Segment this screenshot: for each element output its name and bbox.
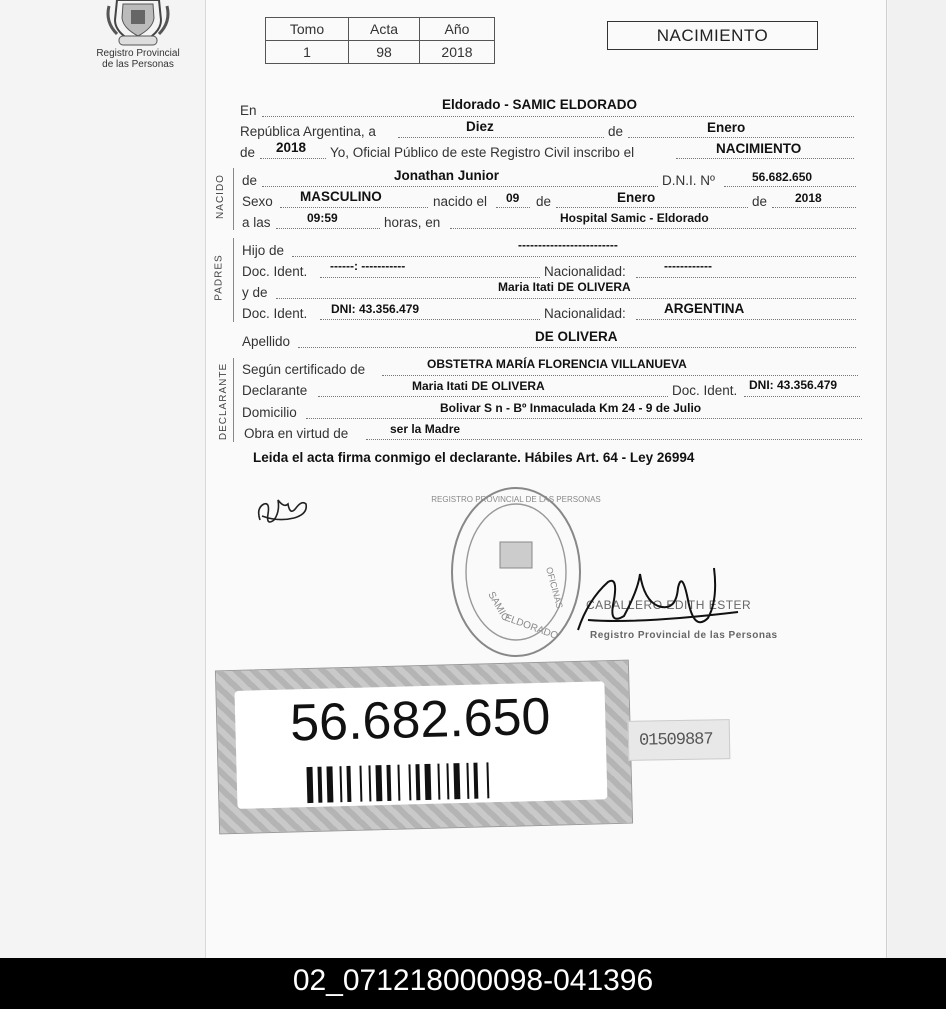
declarant-doc-value: DNI: 43.356.479 <box>749 378 838 392</box>
barcode-bar <box>437 764 440 800</box>
label-sexo: Sexo <box>242 194 273 209</box>
barcode-label <box>234 681 607 809</box>
barcode-bar <box>424 764 431 800</box>
label-nacionalidad-mother: Nacionalidad: <box>544 306 626 321</box>
dotted-line <box>772 207 856 208</box>
dotted-line <box>280 207 428 208</box>
seal-text-bottom: ELDORADO <box>502 612 560 643</box>
barcode-bar <box>397 765 400 801</box>
dotted-line <box>366 439 862 440</box>
value-acta: 98 <box>349 41 420 64</box>
day-value: Diez <box>466 119 494 134</box>
barcode-bar <box>446 763 449 799</box>
inscribe-type-value: NACIMIENTO <box>716 141 802 156</box>
child-dni-value: 56.682.650 <box>752 170 813 184</box>
label-doc-ident-mother: Doc. Ident. <box>242 306 308 321</box>
label-de-birth-year: de <box>752 194 768 209</box>
label-hijo-de: Hijo de <box>242 243 285 258</box>
label-horas-en: horas, en <box>384 215 441 230</box>
dotted-line <box>556 207 748 208</box>
barcode-bar <box>368 765 371 801</box>
father-doc-value: ------: ----------- <box>330 259 406 273</box>
official-name: CABALLERO EDITH ESTER <box>586 598 752 612</box>
header-tomo: Tomo <box>266 18 349 41</box>
capacity-value: ser la Madre <box>390 422 461 436</box>
closing-statement: Leida el acta firma conmigo el declarante. Hábiles Art. 64 - Ley 26994 <box>253 450 695 465</box>
barcode-bar <box>375 765 382 801</box>
barcode-bar <box>453 763 460 799</box>
official-role: Registro Provincial de las Personas <box>590 630 778 641</box>
barcode-bar <box>317 767 322 803</box>
dotted-line <box>298 347 856 348</box>
label-y-de: y de <box>242 285 268 300</box>
section-divider <box>233 358 234 442</box>
declarant-value: Maria Itati DE OLIVERA <box>412 379 545 393</box>
dotted-line <box>496 207 530 208</box>
dotted-line <box>262 186 658 187</box>
label-nacido-de: de <box>242 173 258 188</box>
label-yo-oficial: Yo, Oficial Público de este Registro Civil inscribo el <box>330 145 635 160</box>
registry-logo <box>90 0 186 70</box>
dotted-line <box>676 158 854 159</box>
section-divider <box>233 238 234 322</box>
sex-value: MASCULINO <box>300 189 382 204</box>
section-nacido: NACIDO <box>214 174 226 219</box>
control-number-stamp <box>628 719 731 761</box>
mother-doc-value: DNI: 43.356.479 <box>331 302 420 316</box>
time-value: 09:59 <box>307 211 338 225</box>
dotted-line <box>724 186 856 187</box>
barcode-bar <box>466 763 469 799</box>
dotted-line <box>628 137 854 138</box>
barcode-bar <box>408 764 411 800</box>
dni-barcode-sticker <box>215 660 633 835</box>
dotted-line <box>636 319 856 320</box>
official-seal <box>431 484 601 660</box>
coat-of-arms-icon <box>103 0 173 48</box>
label-republica: República Argentina, a <box>240 124 376 139</box>
seal-text-side: OFICINAS <box>544 565 565 610</box>
page-edge <box>888 0 946 958</box>
child-name-value: Jonathan Junior <box>394 168 500 183</box>
logo-line-1: Registro Provincial <box>96 48 180 59</box>
label-en: En <box>240 103 257 118</box>
record-type-box: NACIMIENTO <box>607 21 818 50</box>
label-de-month: de <box>536 194 552 209</box>
month-value: Enero <box>707 120 746 135</box>
label-dni: D.N.I. Nº <box>662 173 715 188</box>
dotted-line <box>382 375 858 376</box>
barcode-bar <box>386 765 391 801</box>
header-anio: Año <box>420 18 495 41</box>
control-number: 01509887 <box>638 730 713 751</box>
barcode-bar <box>415 764 420 800</box>
dotted-line <box>636 277 856 278</box>
mother-value: Maria Itati DE OLIVERA <box>498 280 631 294</box>
barcode-bar <box>346 766 351 802</box>
value-tomo: 1 <box>266 41 349 64</box>
father-value: ------------------------- <box>518 238 618 252</box>
birth-month-value: Enero <box>617 190 656 205</box>
label-doc-ident-declarant: Doc. Ident. <box>672 383 738 398</box>
barcode-bar <box>339 766 342 802</box>
label-nacido-el: nacido el <box>433 194 488 209</box>
dotted-line <box>320 277 540 278</box>
header-acta: Acta <box>349 18 420 41</box>
birth-place-value: Hospital Samic - Eldorado <box>560 211 709 225</box>
dotted-line <box>398 137 604 138</box>
section-padres: PADRES <box>213 254 225 301</box>
label-a-las: a las <box>242 215 271 230</box>
dotted-line <box>320 319 540 320</box>
registry-table <box>265 17 495 64</box>
logo-line-2: de las Personas <box>102 59 174 70</box>
place-value: Eldorado - SAMIC ELDORADO <box>442 97 637 112</box>
barcode-bar <box>326 766 333 802</box>
label-de: de <box>608 124 624 139</box>
year-value: 2018 <box>276 140 307 155</box>
barcode-bar <box>486 762 489 798</box>
dotted-line <box>318 396 668 397</box>
birth-year-value: 2018 <box>795 191 822 205</box>
address-value: Bolivar S n - Bº Inmaculada Km 24 - 9 de Julio <box>440 401 702 415</box>
certificate-value: OBSTETRA MARÍA FLORENCIA VILLANUEVA <box>427 357 687 371</box>
mother-nationality-value: ARGENTINA <box>664 301 745 316</box>
surname-value: DE OLIVERA <box>535 329 618 344</box>
section-divider <box>233 168 234 230</box>
dotted-line <box>260 158 326 159</box>
barcode-bar <box>306 767 313 803</box>
label-domicilio: Domicilio <box>242 405 297 420</box>
dotted-line <box>292 256 856 257</box>
label-doc-ident-father: Doc. Ident. <box>242 264 308 279</box>
barcode-bar <box>473 763 478 799</box>
value-anio: 2018 <box>420 41 495 64</box>
birth-day-value: 09 <box>506 191 520 205</box>
label-nacionalidad-father: Nacionalidad: <box>544 264 626 279</box>
dotted-line <box>306 418 862 419</box>
section-declarante: DECLARANTE <box>218 362 230 441</box>
footer-bar <box>0 958 946 1009</box>
label-certificado: Según certificado de <box>242 362 366 377</box>
official-signature <box>568 560 758 650</box>
label-apellido: Apellido <box>242 334 291 349</box>
dotted-line <box>276 298 856 299</box>
footer-id: 02_071218000098-041396 <box>292 964 654 997</box>
label-obra: Obra en virtud de <box>244 426 349 441</box>
label-de-year: de <box>240 145 256 160</box>
declarant-signature <box>254 490 310 532</box>
dotted-line <box>450 228 856 229</box>
dotted-line <box>276 228 380 229</box>
label-declarante: Declarante <box>242 383 308 398</box>
dotted-line <box>262 116 854 117</box>
seal-text-mid: SAMIC <box>485 590 511 623</box>
barcode-bar <box>359 766 362 802</box>
dotted-line <box>744 396 860 397</box>
barcode-bars <box>306 761 547 803</box>
father-nationality-value: ------------ <box>664 259 712 273</box>
barcode-number: 56.682.650 <box>289 687 552 753</box>
seal-text-top: REGISTRO PROVINCIAL DE LAS PERSONAS <box>431 495 601 504</box>
